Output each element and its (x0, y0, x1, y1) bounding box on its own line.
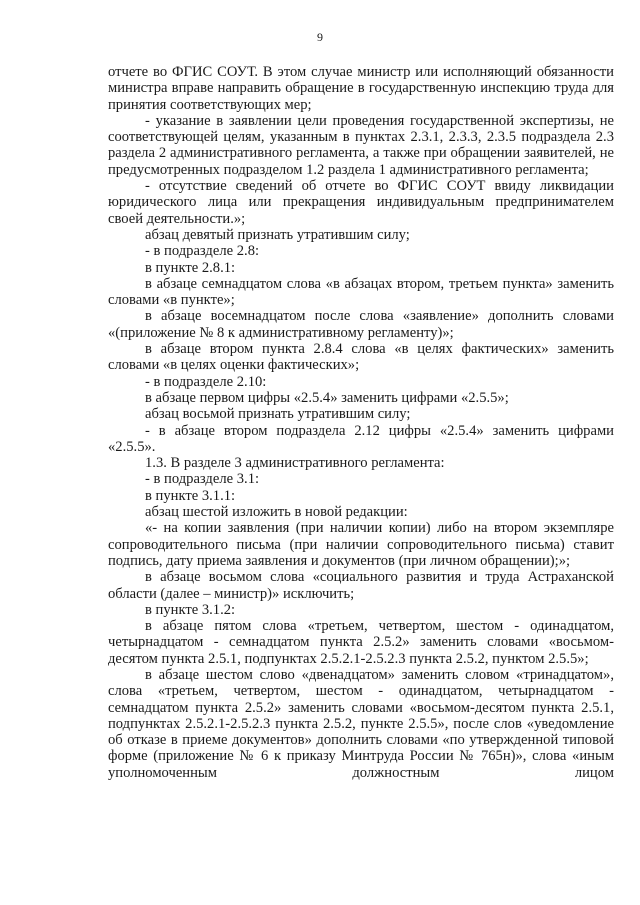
paragraph: - отсутствие сведений об отчете во ФГИС СОУТ ввиду ликвидации юридического лица или прекращения индивидуальным предпринимателем своей деятельности.»; (108, 178, 614, 227)
paragraph: «- на копии заявления (при наличии копии) либо на втором экземпляре сопроводительного письма (при наличии сопроводительного письма) ставит подпись, дату приема заявления и документов (при личном обращении);»; (108, 520, 614, 569)
paragraph: в абзаце семнадцатом слова «в абзацах втором, третьем пункта» заменить словами «в пункте»; (108, 275, 614, 309)
paragraph: - в подразделе 2.10: (145, 373, 267, 390)
paragraph: в пункте 2.8.1: (145, 259, 236, 276)
paragraph: абзац шестой изложить в новой редакции: (145, 504, 408, 521)
paragraph: 1.3. В разделе 3 административного регламента: (145, 455, 445, 472)
paragraph: - в подразделе 3.1: (145, 471, 260, 488)
paragraph: в пункте 3.1.1: (145, 487, 236, 504)
paragraph: - в подразделе 2.8: (145, 243, 260, 260)
paragraph: в абзаце восьмом слова «социального развития и труда Астраханской области (далее – министр)» исключить; (108, 569, 614, 602)
paragraph: в абзаце восемнадцатом после слова «заявление» дополнить словами «(приложение № 8 к административному регламенту)»; (108, 308, 614, 341)
page-number: 9 (317, 30, 323, 44)
paragraph: в абзаце первом цифры «2.5.4» заменить цифрами «2.5.5»; (145, 389, 509, 406)
paragraph: отчете во ФГИС СОУТ. В этом случае министр или исполняющий обязанности министра вправе направить обращение в государственную инспекцию труда для принятия соответствующих мер; (108, 64, 614, 113)
paragraph: - указание в заявлении цели проведения государственной экспертизы, не соответствующей целям, указанным в пунктах 2.3.1, 2.3.3, 2.3.5 подраздела 2.3 раздела 2 административного регламента, а также при обращении заявителей, не предусмотренных подразделом 1.2 раздела 1 административного регламента; (108, 112, 614, 178)
paragraph: в абзаце пятом слова «третьем, четвертом, шестом - одинадцатом, четырнадцатом - семнадцатом пункта 2.5.2» заменить словами «восьмом-десятом пункта 2.5.1, подпунктах 2.5.2.1-2.5.2.3 пункта 2.5.2, пунктом 2.5.5»; (108, 618, 614, 667)
document-body (108, 64, 614, 781)
paragraph: абзац девятый признать утратившим силу; (145, 226, 410, 243)
paragraph: в абзаце втором пункта 2.8.4 слова «в целях фактических» заменить словами «в целях оценки фактических»; (108, 341, 614, 374)
paragraph: - в абзаце втором подраздела 2.12 цифры «2.5.4» заменить цифрами «2.5.5». (108, 422, 614, 455)
paragraph: в абзаце шестом слово «двенадцатом» заменить словом «тринадцатом», слова «третьем, четвертом, шестом - одинадцатом, четырнадцатом - семнадцатом пункта 2.5.2» заменить словами «восьмом-десятом пункта 2.5.1, подпунктах 2.5.2.1-2.5.2.3 пункта 2.5.2, пункте 2.5.5», после слов «уведомление об отказе в приеме документов» дополнить словами «по утвержденной типовой форме (приложение № 6 к приказу Минтруда России № 765н)», слова «иным уполномоченным должностным лицом (108, 666, 614, 781)
paragraph: в пункте 3.1.2: (145, 601, 236, 618)
paragraph: абзац восьмой признать утратившим силу; (145, 406, 411, 423)
